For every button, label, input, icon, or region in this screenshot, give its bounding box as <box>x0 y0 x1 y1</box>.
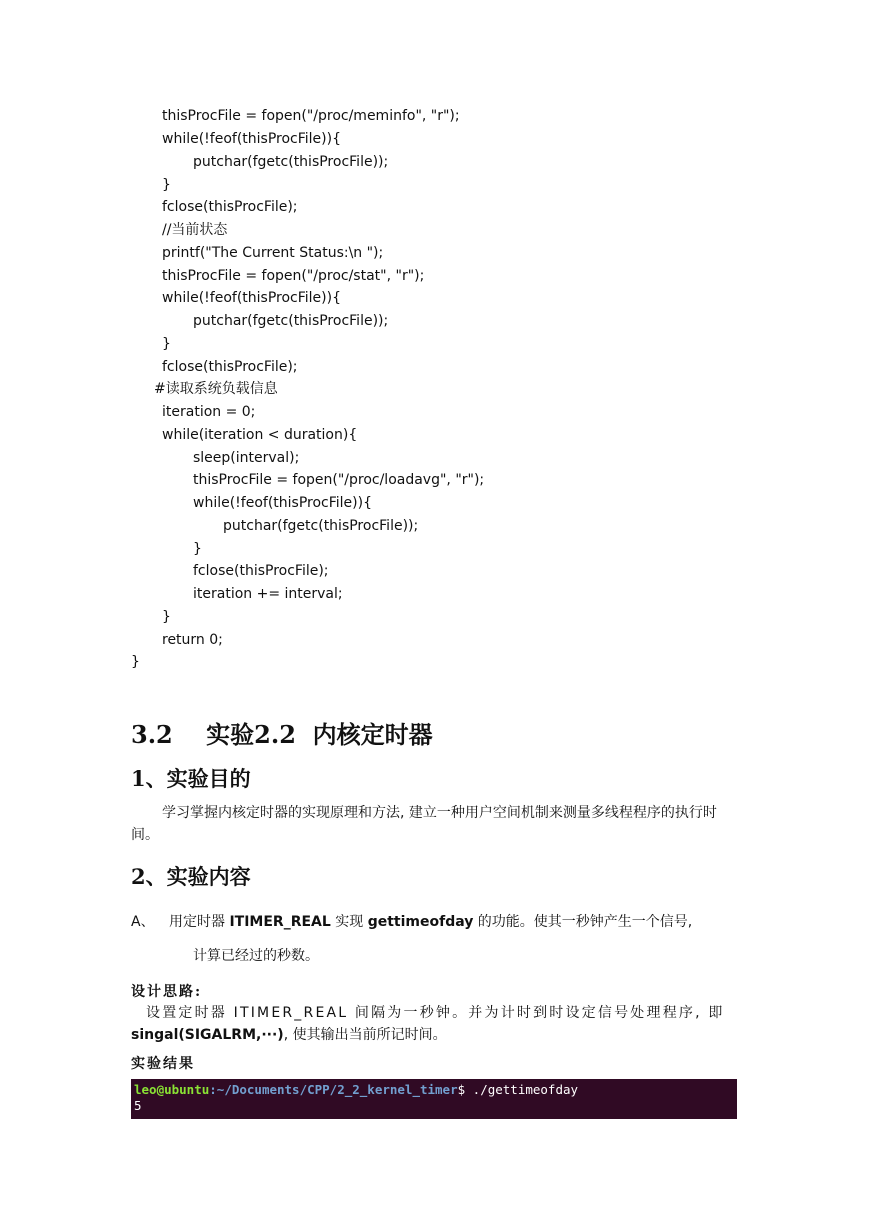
purpose-heading: 1、实验目的 <box>131 766 251 791</box>
code-line: thisProcFile = fopen("/proc/stat", "r"); <box>162 268 425 284</box>
terminal-user-host: leo@ubuntu <box>134 1082 210 1097</box>
code-line: while(!feof(thisProcFile)){ <box>193 495 372 511</box>
code-line: } <box>162 609 171 625</box>
code-line: fclose(thisProcFile); <box>193 563 329 579</box>
content-item <box>131 911 738 933</box>
code-line: putchar(fgetc(thisProcFile)); <box>223 518 419 534</box>
design-heading: 设计思路: <box>131 984 203 1000</box>
code-line: #读取系统负载信息 <box>154 381 278 397</box>
section-title: 3.2 实验2.2 内核定时器 <box>131 720 433 749</box>
code-line: } <box>162 177 171 193</box>
code-line: fclose(thisProcFile); <box>162 359 298 375</box>
purpose-text: 学习掌握内核定时器的实现原理和方法, 建立一种用户空间机制来测量多线程程序的执行时间。 <box>131 805 717 843</box>
code-line: } <box>162 336 171 352</box>
code-line: putchar(fgetc(thisProcFile)); <box>193 154 389 170</box>
code-line: } <box>131 654 140 670</box>
code-line: thisProcFile = fopen("/proc/meminfo", "r"); <box>162 108 460 124</box>
code-line: putchar(fgetc(thisProcFile)); <box>193 313 389 329</box>
code-line: sleep(interval); <box>193 450 300 466</box>
content-heading: 2、实验内容 <box>131 864 251 889</box>
code-line: while(iteration < duration){ <box>162 427 358 443</box>
item-code-gettimeofday: gettimeofday <box>367 914 474 930</box>
code-line: iteration += interval; <box>193 586 343 602</box>
code-line: //当前状态 <box>162 222 228 238</box>
content-item-line2: 计算已经过的秒数。 <box>193 948 319 964</box>
item-text-pre: 用定时器 <box>169 914 230 930</box>
design-signal-call: singal(SIGALRM,···) <box>131 1027 284 1043</box>
code-line: while(!feof(thisProcFile)){ <box>162 131 341 147</box>
code-line: thisProcFile = fopen("/proc/loadavg", "r"); <box>193 472 485 488</box>
terminal-screenshot <box>131 1079 737 1119</box>
item-code-itimer: ITIMER_REAL <box>229 914 331 930</box>
design-line1: 设置定时器 ITIMER_REAL 间隔为一秒钟。并为计时到时设定信号处理程序, 即 <box>146 1005 725 1021</box>
code-line: return 0; <box>162 632 223 648</box>
terminal-output: 5 <box>134 1098 142 1113</box>
code-line: printf("The Current Status:\n "); <box>162 245 384 261</box>
item-text-post: 的功能。使其一秒钟产生一个信号, <box>473 914 693 930</box>
design-line2 <box>131 1024 447 1046</box>
item-marker: A、 <box>131 914 155 930</box>
code-line: } <box>193 541 202 557</box>
result-heading: 实验结果 <box>131 1056 195 1072</box>
item-text-mid: 实现 <box>330 914 368 930</box>
code-line: iteration = 0; <box>162 404 256 420</box>
design-line2-rest: , 使其输出当前所记时间。 <box>283 1027 447 1043</box>
code-line: while(!feof(thisProcFile)){ <box>162 290 341 306</box>
terminal-path: :~/Documents/CPP/2_2_kernel_timer <box>209 1082 458 1097</box>
code-line: fclose(thisProcFile); <box>162 199 298 215</box>
terminal-prompt-line <box>134 1082 578 1098</box>
terminal-command: $ ./gettimeofday <box>457 1082 579 1097</box>
